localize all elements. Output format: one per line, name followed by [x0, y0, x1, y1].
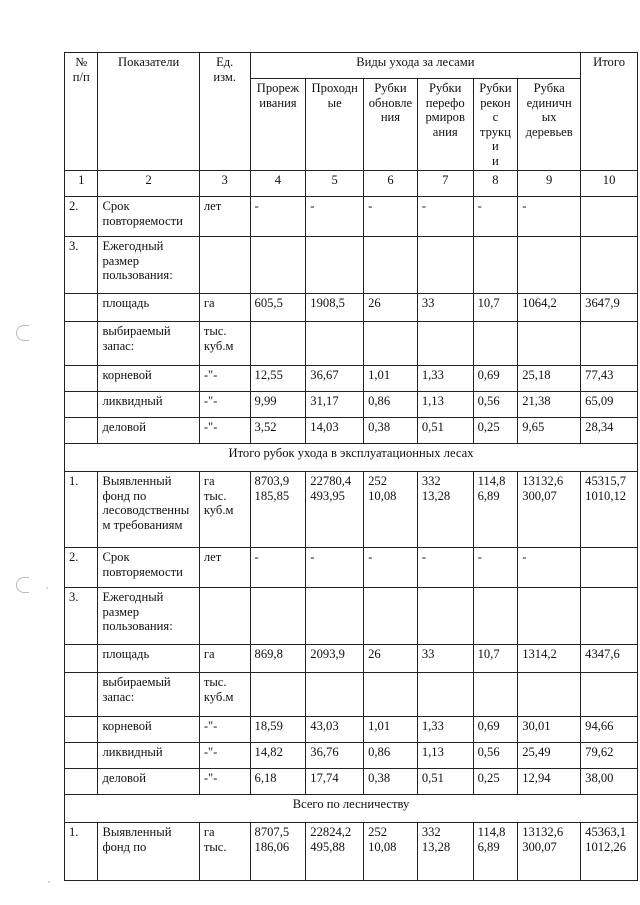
table-row — [65, 645, 638, 673]
row-value: - — [364, 548, 418, 588]
row-value: 332 13,28 — [417, 823, 473, 881]
column-number: 5 — [306, 171, 364, 197]
row-number — [65, 366, 98, 392]
row-value: 25,18 — [518, 366, 581, 392]
row-value — [417, 322, 473, 366]
table-row — [65, 294, 638, 322]
row-value: 0,69 — [473, 717, 518, 743]
row-value: 1,01 — [364, 366, 418, 392]
row-label: площадь — [98, 294, 199, 322]
table-row — [65, 366, 638, 392]
row-number — [65, 673, 98, 717]
row-value: 79,62 — [581, 743, 638, 769]
row-value: 36,67 — [306, 366, 364, 392]
table-row — [65, 237, 638, 294]
row-number: 3. — [65, 588, 98, 645]
row-number — [65, 322, 98, 366]
row-value — [306, 673, 364, 717]
row-value: 0,38 — [364, 769, 418, 795]
row-value — [581, 548, 638, 588]
row-number — [65, 769, 98, 795]
table-row — [65, 472, 638, 548]
column-number: 8 — [473, 171, 518, 197]
row-value: 8707,5 186,06 — [250, 823, 306, 881]
row-unit — [199, 588, 250, 645]
row-value: 332 13,28 — [417, 472, 473, 548]
row-label: Срок повторяемости — [98, 548, 199, 588]
row-unit: -"- — [199, 392, 250, 418]
table-row — [65, 392, 638, 418]
header-num: № п/п — [65, 53, 98, 171]
column-number: 6 — [364, 171, 418, 197]
row-value: 1908,5 — [306, 294, 364, 322]
row-value — [364, 237, 418, 294]
row-number: 1. — [65, 823, 98, 881]
row-value: 12,55 — [250, 366, 306, 392]
header-indicator: Показатели — [98, 53, 199, 171]
table-row — [65, 418, 638, 444]
table-row — [65, 197, 638, 237]
row-unit: лет — [199, 197, 250, 237]
row-value: 0,25 — [473, 769, 518, 795]
row-number — [65, 294, 98, 322]
table-row — [65, 823, 638, 881]
row-value: 26 — [364, 645, 418, 673]
row-value: 4347,6 — [581, 645, 638, 673]
row-unit: -"- — [199, 717, 250, 743]
row-unit: -"- — [199, 418, 250, 444]
row-value: 36,76 — [306, 743, 364, 769]
row-value: - — [364, 197, 418, 237]
row-value — [581, 322, 638, 366]
row-value — [473, 673, 518, 717]
row-value: 18,59 — [250, 717, 306, 743]
header-subcol: Рубки перефо рмиров ания — [417, 79, 473, 171]
row-number: 3. — [65, 237, 98, 294]
row-value: 45315,7 1010,12 — [581, 472, 638, 548]
row-unit: лет — [199, 548, 250, 588]
row-value — [581, 237, 638, 294]
scan-speck — [48, 881, 50, 883]
row-value: 869,8 — [250, 645, 306, 673]
row-label: ликвидный — [98, 392, 199, 418]
punch-hole-bottom — [16, 577, 29, 593]
row-value: 0,25 — [473, 418, 518, 444]
row-value — [306, 322, 364, 366]
row-label: корневой — [98, 366, 199, 392]
row-value: 31,17 — [306, 392, 364, 418]
row-number: 1. — [65, 472, 98, 548]
row-value: - — [473, 197, 518, 237]
row-number — [65, 392, 98, 418]
row-label: выбираемый запас: — [98, 322, 199, 366]
row-value: 12,94 — [518, 769, 581, 795]
row-unit: га — [199, 294, 250, 322]
row-value: 43,03 — [306, 717, 364, 743]
row-value: 0,51 — [417, 769, 473, 795]
row-value: 1,01 — [364, 717, 418, 743]
row-value — [417, 588, 473, 645]
row-label: Ежегодный размер пользования: — [98, 237, 199, 294]
row-number — [65, 645, 98, 673]
row-value: 0,51 — [417, 418, 473, 444]
row-value — [518, 237, 581, 294]
row-value: 2093,9 — [306, 645, 364, 673]
row-label: Выявленный фонд по лесоводственны м требованиям — [98, 472, 199, 548]
row-unit: -"- — [199, 743, 250, 769]
row-value: 1064,2 — [518, 294, 581, 322]
row-value: 114,8 6,89 — [473, 472, 518, 548]
row-value: 1,33 — [417, 366, 473, 392]
row-number — [65, 743, 98, 769]
header-subcol: Рубки реконс трукци и — [473, 79, 518, 171]
row-value: 0,56 — [473, 392, 518, 418]
row-value: 22824,2 495,88 — [306, 823, 364, 881]
section-exploitation-total — [65, 444, 638, 472]
row-value: - — [250, 197, 306, 237]
row-value: 26 — [364, 294, 418, 322]
row-value: 9,99 — [250, 392, 306, 418]
row-value: 14,03 — [306, 418, 364, 444]
row-label: Выявленный фонд по — [98, 823, 199, 881]
column-number: 3 — [199, 171, 250, 197]
row-value: 30,01 — [518, 717, 581, 743]
row-value: - — [518, 197, 581, 237]
header-subcol: Прореж ивания — [250, 79, 306, 171]
row-value: 1,33 — [417, 717, 473, 743]
row-value: 1314,2 — [518, 645, 581, 673]
row-value — [518, 673, 581, 717]
row-number — [65, 717, 98, 743]
row-value — [417, 237, 473, 294]
row-value: 3647,9 — [581, 294, 638, 322]
row-value — [364, 322, 418, 366]
scan-speck — [46, 587, 48, 589]
row-value: 33 — [417, 294, 473, 322]
row-value — [306, 237, 364, 294]
row-value: 10,7 — [473, 294, 518, 322]
row-label: выбираемый запас: — [98, 673, 199, 717]
row-label: деловой — [98, 418, 199, 444]
section-forestry-total — [65, 795, 638, 823]
column-number: 7 — [417, 171, 473, 197]
row-value — [518, 588, 581, 645]
row-value: 25,49 — [518, 743, 581, 769]
row-value: 605,5 — [250, 294, 306, 322]
row-value — [250, 673, 306, 717]
row-unit: тыс. куб.м — [199, 322, 250, 366]
header-subcol: Рубки обновле ния — [364, 79, 418, 171]
row-value: - — [306, 197, 364, 237]
row-value — [250, 322, 306, 366]
header-subcol: Проходн ые — [306, 79, 364, 171]
row-label: корневой — [98, 717, 199, 743]
row-value — [581, 588, 638, 645]
row-unit: га тыс. — [199, 823, 250, 881]
table-row — [65, 673, 638, 717]
row-value: 3,52 — [250, 418, 306, 444]
row-unit: га тыс. куб.м — [199, 472, 250, 548]
row-label: деловой — [98, 769, 199, 795]
header-subcol: Рубка единичн ых деревьев — [518, 79, 581, 171]
row-value: 0,56 — [473, 743, 518, 769]
row-number: 2. — [65, 548, 98, 588]
header-total: Итого — [581, 53, 638, 171]
row-value — [518, 322, 581, 366]
row-label: площадь — [98, 645, 199, 673]
punch-hole-top — [16, 325, 29, 341]
row-value: 77,43 — [581, 366, 638, 392]
table-row — [65, 588, 638, 645]
row-value: - — [306, 548, 364, 588]
column-number: 10 — [581, 171, 638, 197]
row-unit: га — [199, 645, 250, 673]
row-label: Срок повторяемости — [98, 197, 199, 237]
row-unit: -"- — [199, 769, 250, 795]
row-number: 2. — [65, 197, 98, 237]
row-value: 114,8 6,89 — [473, 823, 518, 881]
table-row — [65, 769, 638, 795]
row-label: ликвидный — [98, 743, 199, 769]
section-exploitation-total-title: Итого рубок ухода в эксплуатационных лесах — [65, 444, 638, 472]
row-value: - — [518, 548, 581, 588]
row-value — [364, 673, 418, 717]
header-unit: Ед. изм. — [199, 53, 250, 171]
row-value — [473, 322, 518, 366]
row-value — [581, 197, 638, 237]
forest-care-table — [64, 52, 638, 881]
row-value: - — [473, 548, 518, 588]
row-value: 0,86 — [364, 743, 418, 769]
column-number: 4 — [250, 171, 306, 197]
row-value — [473, 237, 518, 294]
row-value: 14,82 — [250, 743, 306, 769]
row-value: 94,66 — [581, 717, 638, 743]
table-row — [65, 743, 638, 769]
row-value — [250, 588, 306, 645]
row-value: 45363,1 1012,26 — [581, 823, 638, 881]
row-value: 252 10,08 — [364, 472, 418, 548]
row-value: 252 10,08 — [364, 823, 418, 881]
row-unit — [199, 237, 250, 294]
row-value: 17,74 — [306, 769, 364, 795]
row-value: 21,38 — [518, 392, 581, 418]
row-value: 0,69 — [473, 366, 518, 392]
row-value — [581, 673, 638, 717]
row-label: Ежегодный размер пользования: — [98, 588, 199, 645]
row-unit: -"- — [199, 366, 250, 392]
row-value: 0,86 — [364, 392, 418, 418]
row-value — [364, 588, 418, 645]
row-value — [473, 588, 518, 645]
header-care-types: Виды ухода за лесами — [250, 53, 581, 79]
row-value: 33 — [417, 645, 473, 673]
row-value — [250, 237, 306, 294]
row-value: 10,7 — [473, 645, 518, 673]
table-row — [65, 322, 638, 366]
section-forestry-total-title: Всего по лесничеству — [65, 795, 638, 823]
row-value — [417, 673, 473, 717]
row-value: 1,13 — [417, 392, 473, 418]
row-value: 65,09 — [581, 392, 638, 418]
row-value: 38,00 — [581, 769, 638, 795]
row-value: - — [417, 197, 473, 237]
table-row — [65, 548, 638, 588]
row-value: 28,34 — [581, 418, 638, 444]
row-value: 9,65 — [518, 418, 581, 444]
row-value: 22780,4 493,95 — [306, 472, 364, 548]
row-value: - — [417, 548, 473, 588]
row-number — [65, 418, 98, 444]
column-number: 1 — [65, 171, 98, 197]
row-value: 1,13 — [417, 743, 473, 769]
row-value: 6,18 — [250, 769, 306, 795]
row-value: 8703,9 185,85 — [250, 472, 306, 548]
row-value: 13132,6 300,07 — [518, 823, 581, 881]
row-unit: тыс. куб.м — [199, 673, 250, 717]
row-value — [306, 588, 364, 645]
row-value: 0,38 — [364, 418, 418, 444]
column-number: 9 — [518, 171, 581, 197]
row-value: 13132,6 300,07 — [518, 472, 581, 548]
column-number: 2 — [98, 171, 199, 197]
table-row — [65, 717, 638, 743]
row-value: - — [250, 548, 306, 588]
